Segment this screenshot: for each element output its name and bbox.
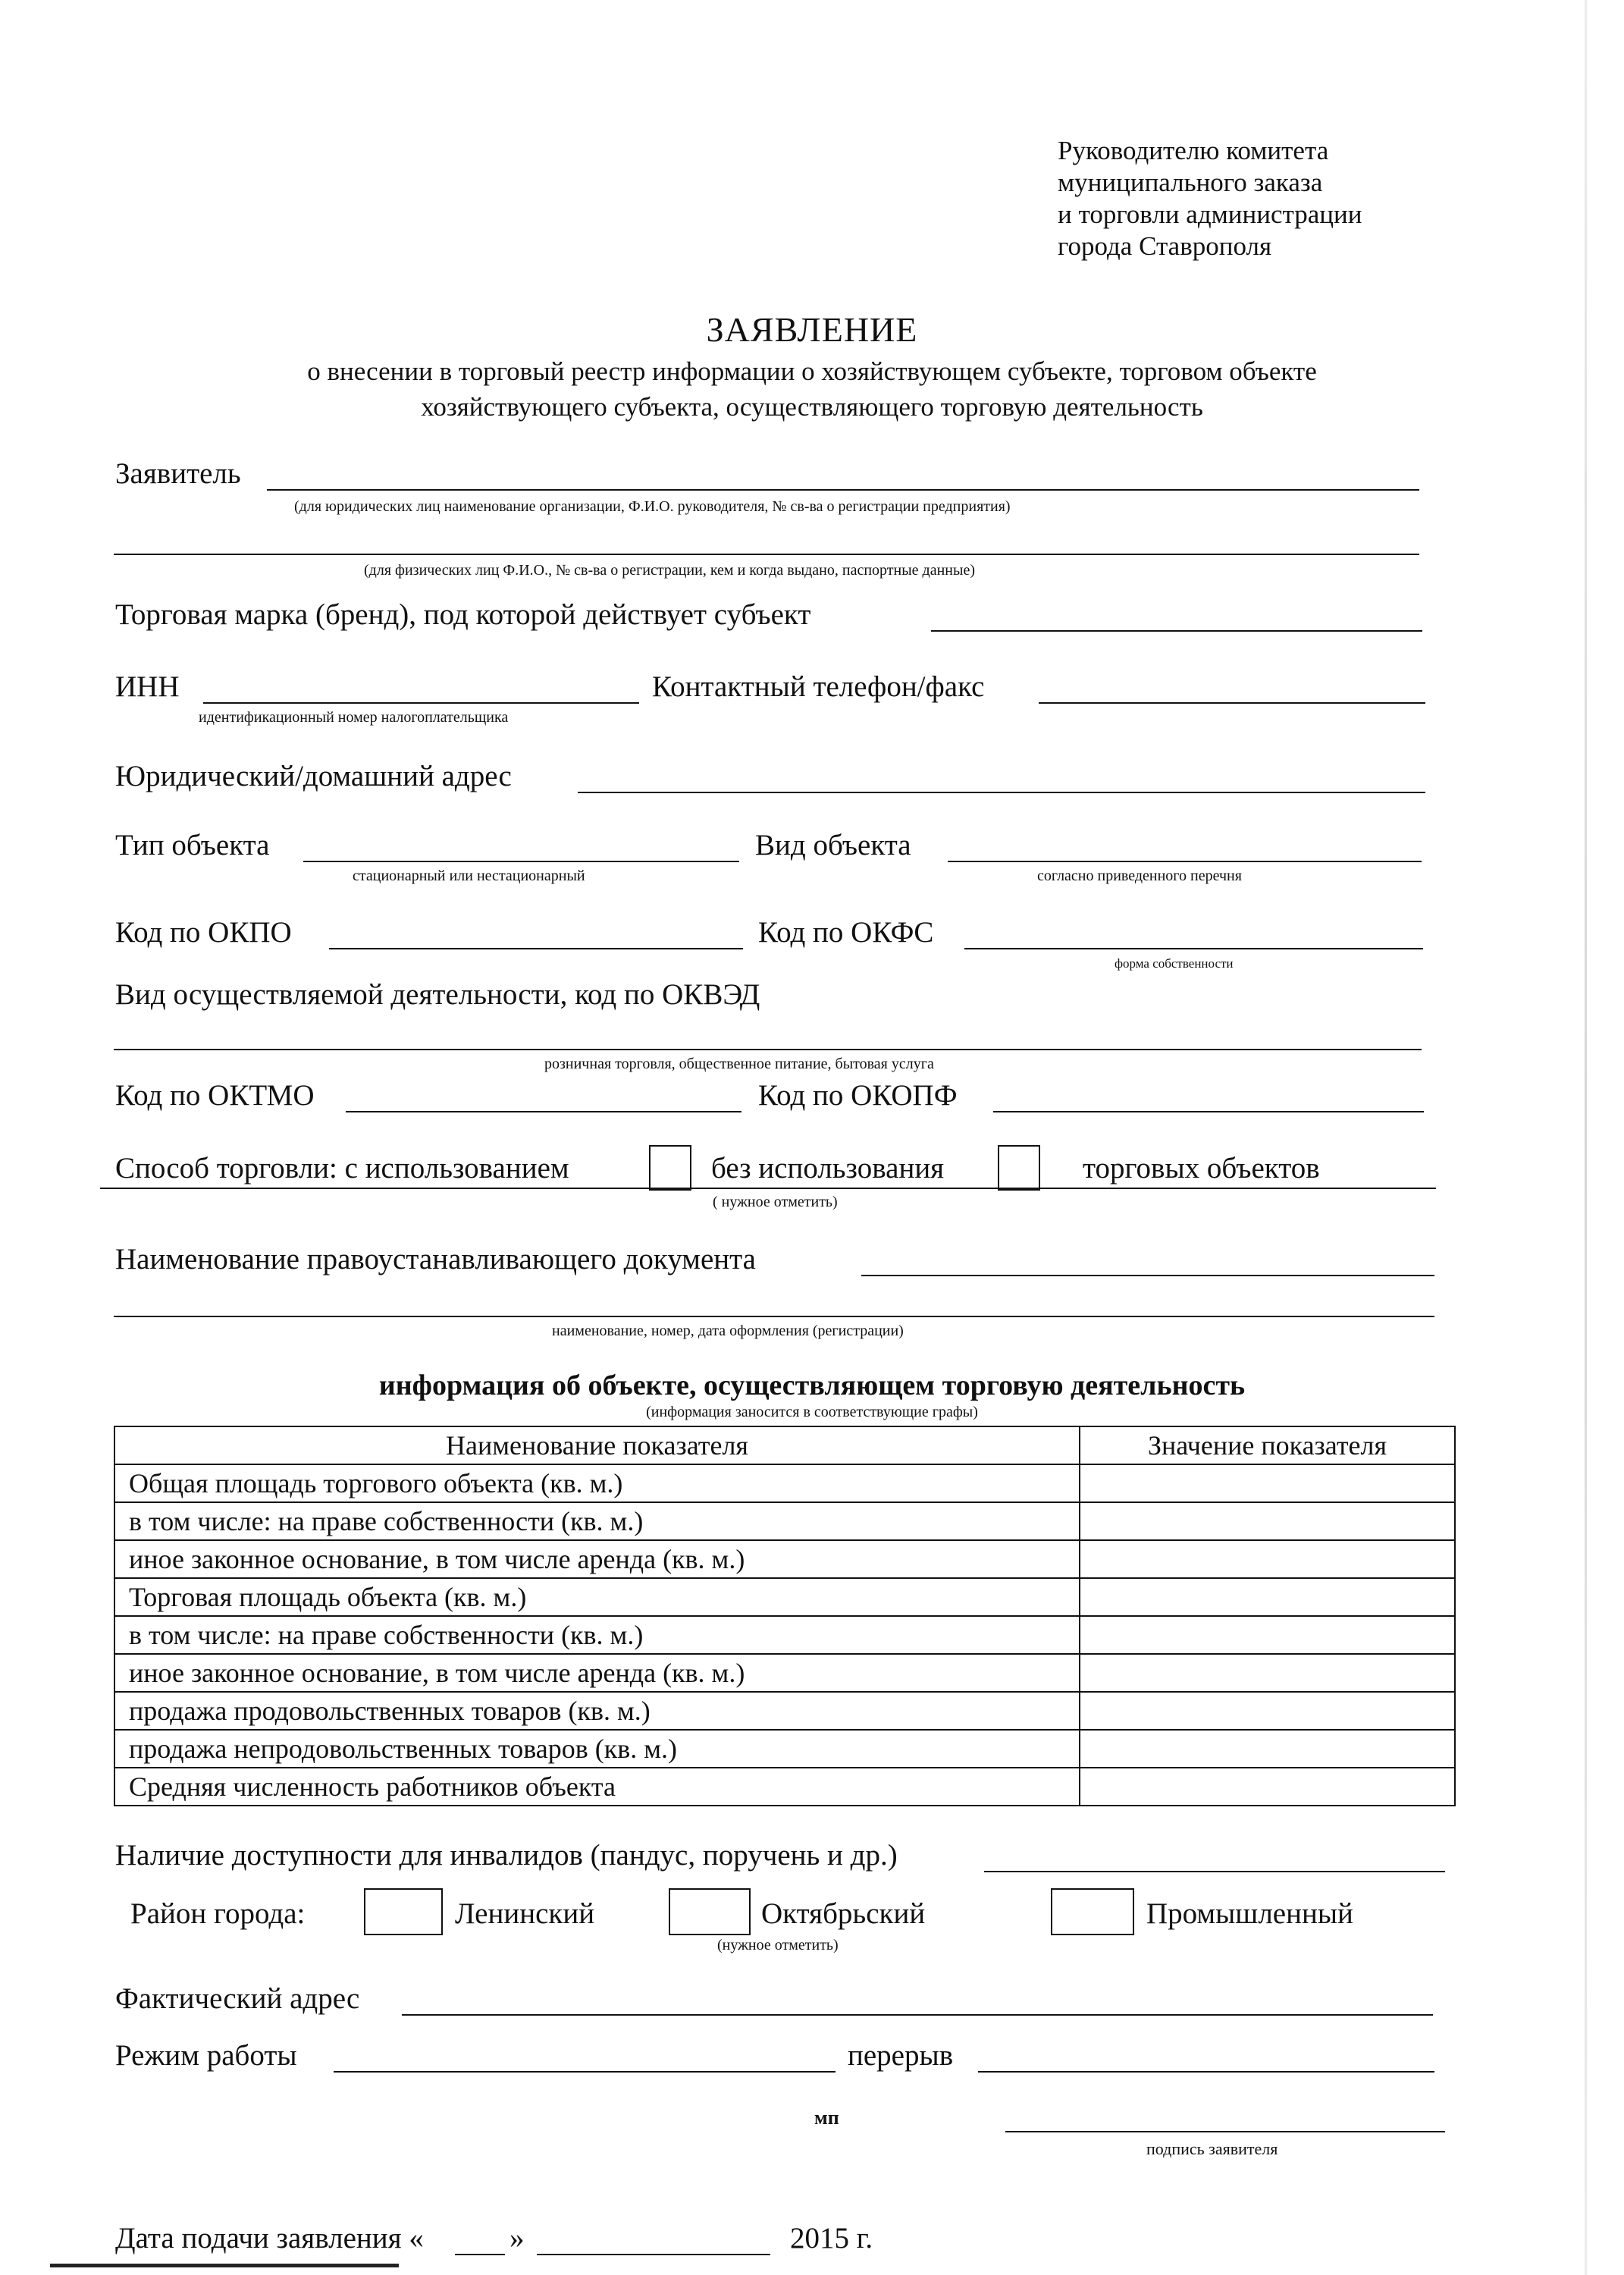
break-label: перерыв <box>848 2039 954 2072</box>
column-header-value: Значение показателя <box>1080 1426 1455 1464</box>
subtitle-line: хозяйствующего субъекта, осуществляющего торговую деятельность <box>421 392 1203 422</box>
title-document-input-line2[interactable] <box>114 1285 1434 1317</box>
legal-address-label: Юридический/домашний адрес <box>115 760 512 792</box>
trade-objects-label: торговых объектов <box>1083 1152 1320 1185</box>
okfs-label: Код по ОКФС <box>758 916 934 949</box>
addressee-line: Руководителю комитета <box>1058 136 1329 165</box>
district-hint: (нужное отметить) <box>717 1937 839 1953</box>
indicator-name: Торговая площадь объекта (кв. м.) <box>114 1578 1080 1616</box>
brand-input[interactable] <box>931 600 1422 632</box>
table-row <box>114 1730 1455 1768</box>
table-row <box>114 1578 1455 1616</box>
indicator-name: в том числе: на праве собственности (кв. м.) <box>114 1616 1080 1654</box>
table-row <box>114 1768 1455 1806</box>
addressee-line: муниципального заказа <box>1058 168 1323 197</box>
work-schedule-label: Режим работы <box>115 2039 297 2072</box>
table-header-row <box>114 1426 1455 1464</box>
document-title: ЗАЯВЛЕНИЕ <box>706 310 918 349</box>
column-header-indicator: Наименование показателя <box>114 1426 1080 1464</box>
date-prefix: Дата подачи заявления « <box>115 2222 424 2255</box>
trade-method-label: Способ торговли: с использованием <box>115 1152 569 1185</box>
title-document-input[interactable] <box>861 1244 1434 1276</box>
applicant-individual-input[interactable] <box>114 523 1419 555</box>
actual-address-label: Фактический адрес <box>115 1982 360 2015</box>
indicator-name: Средняя численность работников объекта <box>114 1768 1080 1806</box>
brand-label: Торговая марка (бренд), под которой действует субъект <box>115 598 811 631</box>
break-input[interactable] <box>978 2041 1434 2073</box>
object-info-table <box>114 1426 1456 1806</box>
indicator-value-cell[interactable] <box>1080 1502 1455 1540</box>
addressee-line: города Ставрополя <box>1058 231 1272 261</box>
submission-date-label <box>115 2223 424 2253</box>
indicator-name: продажа продовольственных товаров (кв. м.) <box>114 1692 1080 1730</box>
info-section-heading: информация об объекте, осуществляющем торговую деятельность <box>378 1370 1246 1401</box>
info-section-note: (информация заносится в соответствующие графы) <box>646 1404 978 1420</box>
object-type-input[interactable] <box>303 830 739 862</box>
date-day-input[interactable] <box>455 2223 505 2255</box>
district-label: Район города: <box>130 1897 306 1930</box>
applicant-input[interactable] <box>267 459 1419 491</box>
phone-label: Контактный телефон/факс <box>652 670 985 703</box>
signature-line[interactable] <box>1005 2131 1445 2132</box>
district-oktyabrsky-checkbox[interactable] <box>669 1888 751 1935</box>
title-document-hint: наименование, номер, дата оформления (регистрации) <box>552 1323 904 1339</box>
object-kind-hint: согласно приведенного перечня <box>1037 868 1242 884</box>
indicator-name: Общая площадь торгового объекта (кв. м.) <box>114 1464 1080 1502</box>
okved-input[interactable] <box>114 1018 1422 1050</box>
work-schedule-input[interactable] <box>334 2041 836 2073</box>
applicant-label: Заявитель <box>115 457 241 490</box>
trade-with-checkbox[interactable] <box>649 1145 691 1191</box>
inn-input[interactable] <box>203 672 639 704</box>
okpo-input[interactable] <box>329 918 743 949</box>
indicator-value-cell[interactable] <box>1080 1540 1455 1578</box>
object-kind-input[interactable] <box>948 830 1422 862</box>
trade-without-label: без использования <box>711 1152 945 1185</box>
signature-hint: подпись заявителя <box>1146 2139 1278 2158</box>
accessibility-label: Наличие доступности для инвалидов (пандус, поручень и др.) <box>115 1839 898 1872</box>
indicator-value-cell[interactable] <box>1080 1464 1455 1502</box>
indicator-value-cell[interactable] <box>1080 1730 1455 1768</box>
object-kind-label: Вид объекта <box>755 829 911 861</box>
district-oktyabrsky-label: Октябрьский <box>761 1897 926 1930</box>
phone-input[interactable] <box>1039 672 1425 704</box>
okved-label: Вид осуществляемой деятельности, код по ОКВЭД <box>115 978 760 1011</box>
object-type-label: Тип объекта <box>115 829 270 861</box>
okfs-hint: форма собственности <box>1115 956 1234 971</box>
indicator-name: в том числе: на праве собственности (кв. м.) <box>114 1502 1080 1540</box>
trade-without-checkbox[interactable] <box>998 1145 1040 1191</box>
indicator-value-cell[interactable] <box>1080 1654 1455 1692</box>
subtitle-line: о внесении в торговый реестр информации о хозяйствующем субъекте, торговом объекте <box>307 356 1317 386</box>
table-row <box>114 1692 1455 1730</box>
oktmo-label: Код по ОКТМО <box>115 1079 315 1112</box>
legal-address-input[interactable] <box>578 761 1425 793</box>
actual-address-input[interactable] <box>402 1984 1433 2016</box>
scan-bottom-edge <box>50 2264 399 2267</box>
addressee-block <box>1058 135 1362 262</box>
indicator-name: продажа непродовольственных товаров (кв. м.) <box>114 1730 1080 1768</box>
indicator-value-cell[interactable] <box>1080 1616 1455 1654</box>
district-promyshlenny-label: Промышленный <box>1146 1897 1353 1930</box>
trade-method-hint: ( нужное отметить) <box>713 1194 838 1210</box>
date-quote-close: » <box>509 2222 525 2255</box>
title-document-label: Наименование правоустанавливающего документа <box>115 1243 756 1276</box>
trade-method-underline <box>100 1188 1436 1189</box>
object-type-hint: стационарный или нестационарный <box>353 868 585 884</box>
district-leninsky-label: Ленинский <box>455 1897 595 1930</box>
accessibility-input[interactable] <box>984 1840 1445 1872</box>
okpo-label: Код по ОКПО <box>115 916 292 949</box>
applicant-hint-individual: (для физических лиц Ф.И.О., № св-ва о регистрации, кем и когда выдано, паспортные данные) <box>364 562 975 579</box>
district-promyshlenny-checkbox[interactable] <box>1051 1888 1134 1935</box>
okfs-input[interactable] <box>964 918 1423 949</box>
table-row <box>114 1540 1455 1578</box>
indicator-value-cell[interactable] <box>1080 1768 1455 1806</box>
indicator-value-cell[interactable] <box>1080 1692 1455 1730</box>
date-month-input[interactable] <box>537 2223 770 2255</box>
inn-hint: идентификационный номер налогоплательщика <box>199 709 509 726</box>
indicator-name: иное законное основание, в том числе аренда (кв. м.) <box>114 1654 1080 1692</box>
indicator-value-cell[interactable] <box>1080 1578 1455 1616</box>
table-row <box>114 1502 1455 1540</box>
oktmo-input[interactable] <box>346 1081 741 1112</box>
stamp-mark: мп <box>814 2107 839 2129</box>
okved-hint: розничная торговля, общественное питание, бытовая услуга <box>544 1056 934 1072</box>
table-row <box>114 1654 1455 1692</box>
table-row <box>114 1616 1455 1654</box>
applicant-hint-legal: (для юридических лиц наименование организации, Ф.И.О. руководителя, № св-ва о регистрации предприятия) <box>294 498 1011 515</box>
date-year: 2015 г. <box>790 2222 873 2255</box>
addressee-line: и торговли администрации <box>1058 199 1362 229</box>
indicator-name: иное законное основание, в том числе аренда (кв. м.) <box>114 1540 1080 1578</box>
district-leninsky-checkbox[interactable] <box>364 1888 443 1935</box>
table-row <box>114 1464 1455 1502</box>
okopf-input[interactable] <box>993 1081 1424 1112</box>
okopf-label: Код по ОКОПФ <box>758 1079 958 1112</box>
inn-label: ИНН <box>115 670 180 703</box>
document-subtitle <box>0 353 1624 425</box>
